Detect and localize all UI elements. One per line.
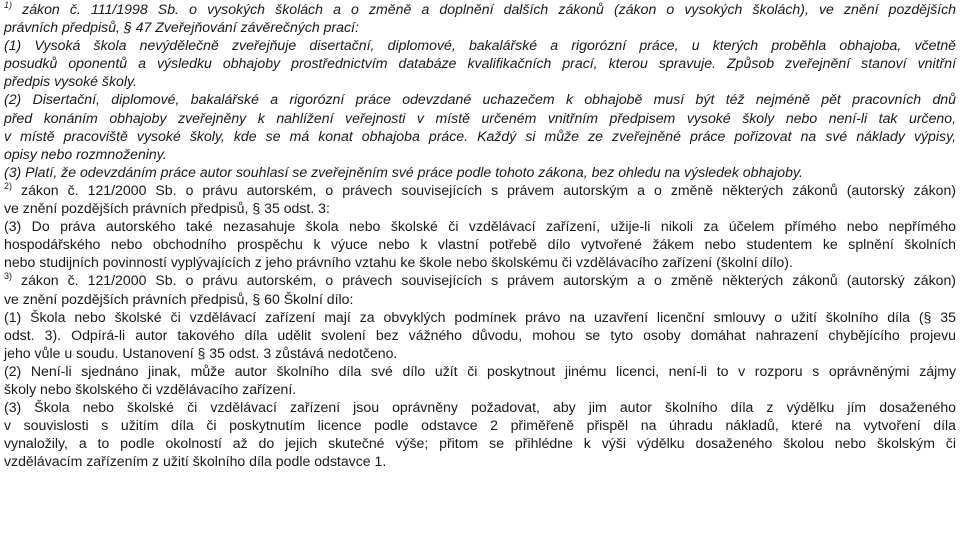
- footnote-3-line-6: (2) Není-li sjednáno jinak, může autor školního díla své dílo užít či poskytnout jinému licenci, není-li to v rozporu s oprávněnými zájmy: [4, 362, 956, 379]
- footnote-1-line-1: $^{1)}$ zákon č. 111/1998 Sb. o vysokých školách a o změně a doplnění dalších zákonů (zákon o vysokých školách), ve znění pozdějších: [4, 0, 957, 17]
- footnote-1-line-3: (1) Vysoká škola nevýdělečně zveřejňuje disertační, diplomové, bakalářské a rigorózní práce, u kterých proběhla obhajoba, včetně: [4, 37, 956, 54]
- footnote-2-line-5: nebo studijních povinností vyplývajících z jeho právního vztahu ke škole nebo školskému či vzdělávacího zařízení (školní dílo).: [4, 254, 793, 271]
- footnote-1-line-8: v místě pracoviště vysoké školy, kde se má konat obhajoba práce. Každý si může ze zveřejněné práce pořizovat na své náklady výpisy,: [4, 127, 956, 144]
- footnote-2-line-2: ve znění pozdějších právních předpisů, § 35 odst. 3:: [4, 200, 330, 217]
- footnote-2-line-3: (3) Do práva autorského také nezasahuje škola nebo školské či vzdělávací zařízení, užije-li nikoli za účelem přímého nebo nepřímého: [4, 218, 956, 235]
- footnote-1-line-9: opisy nebo rozmnoženiny.: [4, 145, 167, 162]
- footnote-1-line-5: předpis vysoké školy.: [4, 73, 137, 90]
- footnote-marker: 1): [4, 0, 13, 10]
- footnote-3-line-5: jeho vůle u soudu. Ustanovení § 35 odst. 3 zůstává nedotčeno.: [4, 344, 398, 361]
- footnote-3-line-4: odst. 3). Odpírá-li autor takového díla udělit svolení bez vážného důvodu, mohou se tyto osoby domáhat nahrazení chybějícího projevu: [4, 326, 956, 343]
- footnote-marker: 3): [4, 271, 13, 282]
- footnote-3-line-3: (1) Škola nebo školské či vzdělávací zařízení mají za obvyklých podmínek právo na uzavření licenční smlouvy o užití školního díla (§ 35: [4, 308, 956, 325]
- footnote-marker: 2): [4, 180, 13, 191]
- footnote-1-line-4: posudků oponentů a výsledku obhajoby prostřednictvím databáze kvalifikačních prací, kterou spravuje. Způsob zveřejnění stanoví vnitřní: [4, 55, 956, 72]
- footnote-3-line-10: vynaložily, a to podle okolností až do jejich skutečné výše; přitom se přihlédne k výši výdělku dosaženého školou nebo školským či: [4, 435, 956, 452]
- footnote-3-line-11: vzdělávacím zařízením z užití školního díla podle odstavce 1.: [4, 453, 387, 470]
- footnote-3-line-1: $^{3)}$ zákon č. 121/2000 Sb. o právu autorském, o právech souvisejících s právem autorským a o změně některých zákonů (autorský zákon): [4, 271, 956, 289]
- footnote-1-line-2: právních předpisů, § 47 Zveřejňování závěrečných prací:: [4, 19, 359, 36]
- footnote-3-line-9: v souvislosti s užitím díla či poskytnutím licence podle odstavce 2 přiměřeně přispěl na úhradu nákladů, které na vytvoření díla: [4, 417, 956, 434]
- footnote-3-line-8: (3) Škola nebo školské či vzdělávací zařízení jsou oprávněny požadovat, aby jim autor školního díla z výdělku jím dosaženého: [4, 399, 956, 416]
- footnote-3-line-7: školy nebo školského či vzdělávacího zařízení.: [4, 380, 297, 397]
- footnote-2-line-4: hospodářského nebo obchodního prospěchu k výuce nebo k vlastní potřebě dílo vytvořené žákem nebo studentem ke splnění školních: [4, 236, 956, 253]
- footnote-1-line-6: (2) Disertační, diplomové, bakalářské a rigorózní práce odevzdané uchazečem k obhajobě musí být též nejméně pět pracovních dnů: [4, 91, 956, 108]
- footnote-3-line-2: ve znění pozdějších právních předpisů, § 60 Školní dílo:: [4, 290, 354, 307]
- footnote-2-line-1: $^{2)}$ zákon č. 121/2000 Sb. o právu autorském, o právech souvisejících s právem autorským a o změně některých zákonů (autorský zákon): [4, 180, 956, 198]
- footnote-1-line-10: (3) Platí, že odevzdáním práce autor souhlasí se zveřejněním své práce podle tohoto zákona, bez ohledu na výsledek obhajoby.: [4, 163, 803, 180]
- footnote-1-line-7: před konáním obhajoby zveřejněny k nahlížení veřejnosti v místě určeném vnitřním předpisem vysoké školy nebo není-li tak určeno,: [4, 109, 956, 126]
